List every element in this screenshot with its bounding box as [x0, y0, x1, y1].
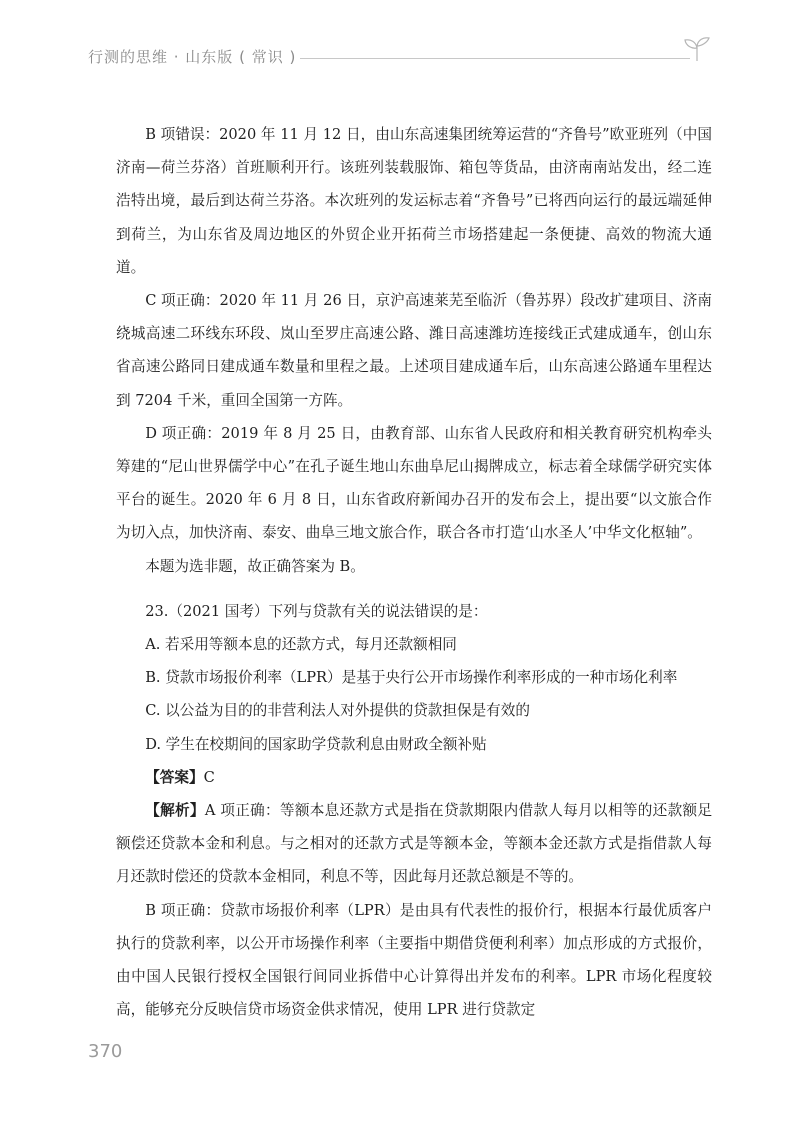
analysis-b: B 项正确：贷款市场报价利率（LPR）是由具有代表性的报价行，根据本行最优质客户执行的贷款利率，以公开市场操作利率（主要指中期借贷便利利率）加点形成的方式报价，由中国人民银行授权全国银行间同业拆借中心计算得出并发布的利率。LPR 市场化程度较高，能够充分反映信贷市场资金供求情况，使用 LPR 进行贷款定 [116, 901, 712, 1019]
analysis-label: 【解析】 [145, 802, 205, 820]
analysis-text: A 项正确：等额本息还款方式是指在贷款期限内借款人每月以相等的还款额足额偿还贷款本金和利息。与之相对的还款方式是等额本金，等额本金还款方式是指借款人每月还款时偿还的贷款本金相同，利息不等，因此每月还款总额是不等的。 [116, 802, 712, 886]
page-number: 370 [88, 1041, 123, 1062]
answer-line [116, 761, 712, 794]
option-d: D. 学生在校期间的国家助学贷款利息由财政全额补贴 [145, 735, 487, 753]
question-stem: 23.（2021 国考）下列与贷款有关的说法错误的是： [145, 602, 488, 620]
paragraph-conclusion: 本题为选非题，故正确答案为 B。 [145, 557, 365, 575]
option-c: C. 以公益为目的的非营利法人对外提供的贷款担保是有效的 [145, 702, 530, 720]
paragraph-b-incorrect: B 项错误：2020 年 11 月 12 日，由山东高速集团统筹运营的“齐鲁号”欧亚班列（中国济南—荷兰芬洛）首班顺利开行。该班列装载服饰、箱包等货品，由济南南站发出，经二连浩特出境，最后到达荷兰芬洛。本次班列的发运标志着“齐鲁号”已将西向运行的最远端延伸到荷兰，为山东省及周边地区的外贸企业开拓荷兰市场搭建起一条便捷、高效的物流大通道。 [116, 126, 712, 276]
paragraph-c-correct: C 项正确：2020 年 11 月 26 日，京沪高速莱芜至临沂（鲁苏界）段改扩建项目、济南绕城高速二环线东环段、岚山至罗庄高速公路、潍日高速潍坊连接线正式建成通车，创山东省高速公路同日建成通车数量和里程之最。上述项目建成通车后，山东高速公路通车里程达到 7204 千米，重回全国第一方阵。 [116, 292, 712, 409]
answer-label: 【答案】 [145, 768, 204, 786]
option-a: A. 若采用等额本息的还款方式，每月还款额相同 [145, 636, 457, 654]
answer-value: C [203, 768, 215, 786]
sprout-icon [682, 36, 712, 62]
paragraph-d-correct: D 项正确：2019 年 8 月 25 日，由教育部、山东省人民政府和相关教育研究机构牵头筹建的“尼山世界儒学中心”在孔子诞生地山东曲阜尼山揭牌成立，标志着全球儒学研究实体平台的诞生。2020 年 6 月 8 日，山东省政府新闻办召开的发布会上，提出要“以文旅合作为切入点，加快济南、泰安、曲阜三地文旅合作，联合各市打造‘山水圣人’中华文化枢轴”。 [116, 424, 712, 542]
analysis-a [116, 794, 712, 894]
option-b: B. 贷款市场报价利率（LPR）是基于央行公开市场操作利率形成的一种市场化利率 [145, 669, 678, 687]
page-body [116, 118, 712, 1026]
header-rule [300, 58, 690, 59]
running-header: 行测的思维 · 山东版 ( 常识 ) [88, 48, 297, 66]
